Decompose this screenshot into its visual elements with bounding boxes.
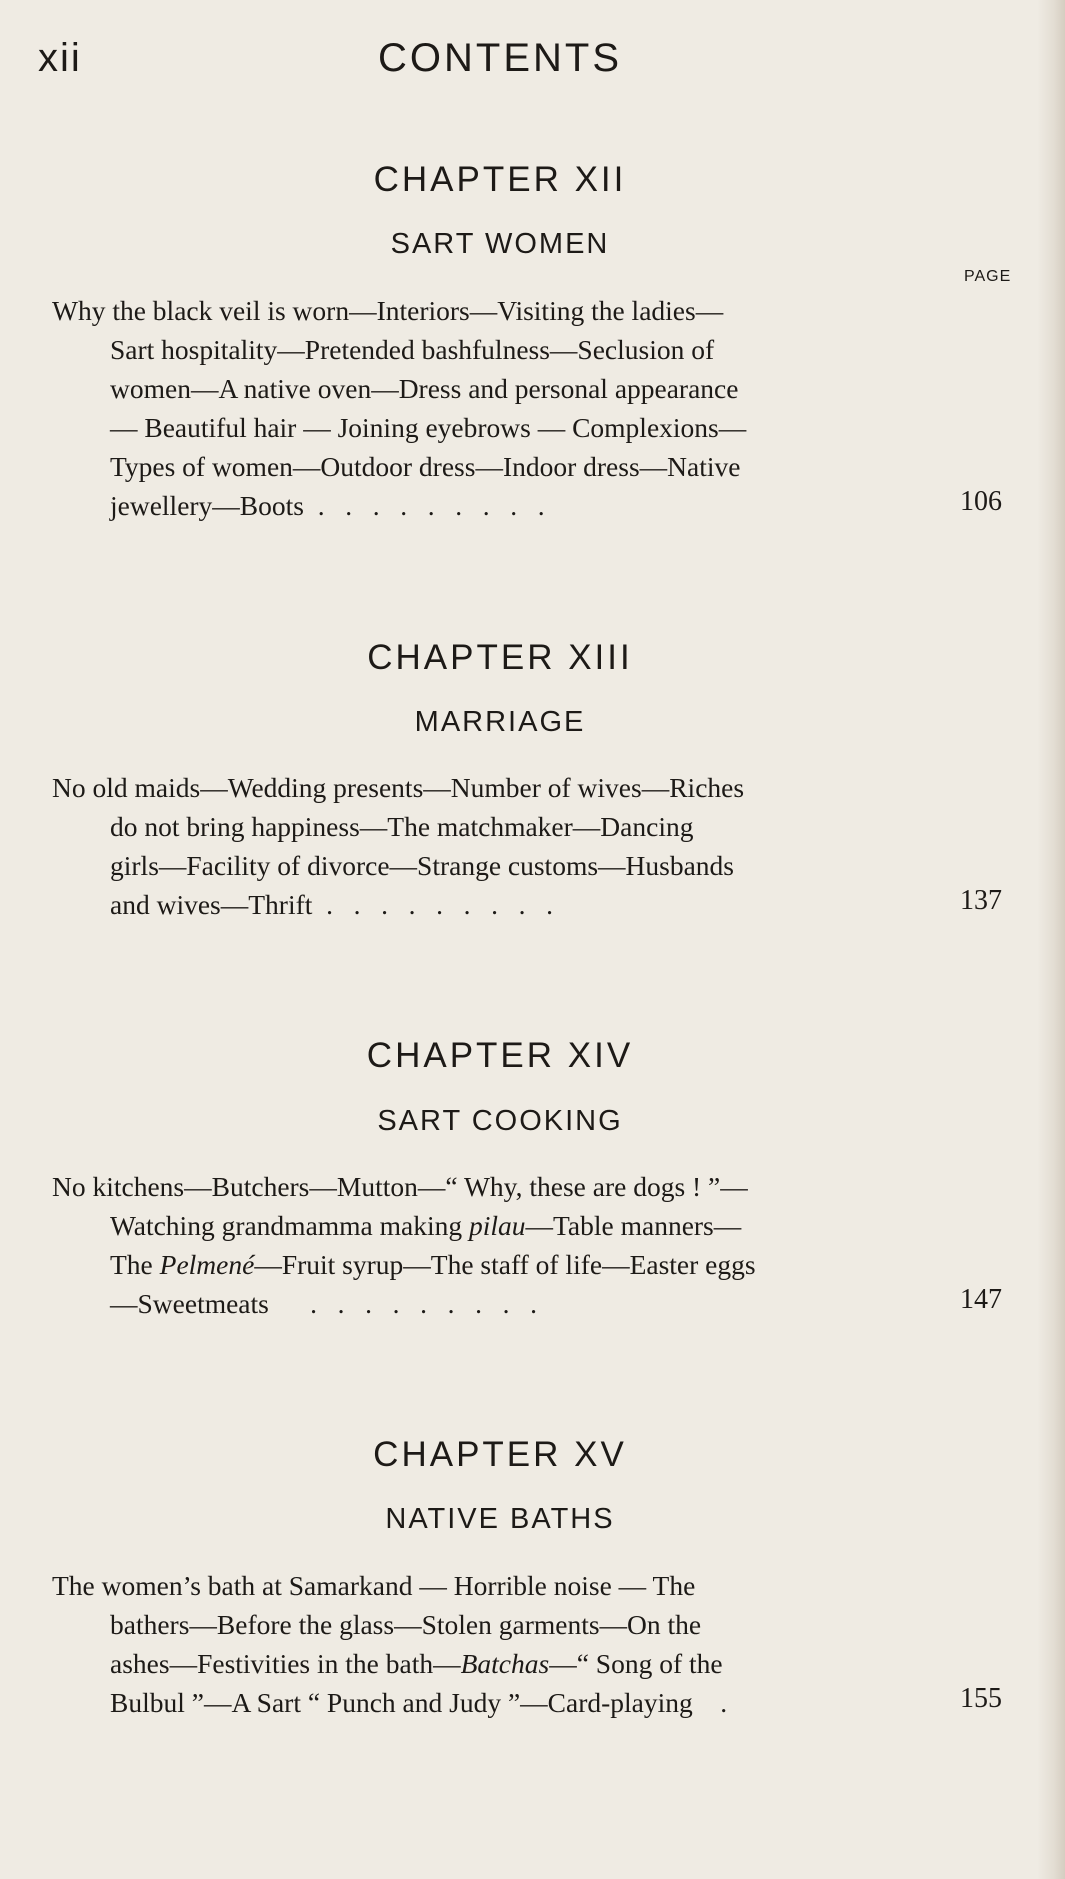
synopsis-line: Types of women—Outdoor dress—Indoor dress—Native bbox=[110, 451, 741, 482]
synopsis-text: —“ Song of the bbox=[549, 1648, 723, 1679]
synopsis-line: girls—Facility of divorce—Strange customs—Husbands bbox=[110, 850, 735, 881]
synopsis-text: —Fruit syrup—The staff of life—Easter eggs bbox=[254, 1249, 756, 1280]
synopsis-line: women—A native oven—Dress and personal appearance bbox=[110, 373, 739, 404]
chapter-number: CHAPTER XIV bbox=[366, 1036, 634, 1075]
dot-leaders: . bbox=[692, 1687, 728, 1718]
chapter-title: NATIVE BATHS bbox=[385, 1503, 615, 1535]
synopsis-line: No old maids—Wedding presents—Number of wives—Riches bbox=[52, 772, 745, 803]
chapter-number: CHAPTER XV bbox=[373, 1435, 627, 1474]
synopsis-line: do not bring happiness—The matchmaker—Dancing bbox=[110, 811, 694, 842]
synopsis-line bbox=[52, 1683, 922, 1722]
running-head bbox=[0, 36, 1065, 86]
page-edge-shadow bbox=[1037, 0, 1065, 1879]
synopsis-line: — Beautiful hair — Joining eyebrows — Complexions— bbox=[110, 412, 747, 443]
italic-term: Batchas bbox=[460, 1648, 550, 1679]
synopsis-line: No kitchens—Butchers—Mutton—“ Why, these are dogs ! ”— bbox=[52, 1171, 748, 1202]
chapter-title: SART COOKING bbox=[377, 1105, 623, 1137]
synopsis-text: Watching grandmamma making bbox=[110, 1210, 463, 1241]
synopsis-text: and wives—Thrift bbox=[110, 889, 313, 920]
synopsis-line: Why the black veil is worn—Interiors—Visiting the ladies— bbox=[52, 295, 724, 326]
synopsis-line bbox=[52, 1284, 922, 1323]
synopsis-text: —Table manners— bbox=[525, 1210, 742, 1241]
synopsis-line bbox=[52, 1206, 922, 1245]
dot-leaders: . . . . . . . . . bbox=[304, 490, 545, 521]
synopsis-line: bathers—Before the glass—Stolen garments—On the bbox=[110, 1609, 702, 1640]
dot-leaders: . . . . . . . . . bbox=[268, 1288, 537, 1319]
chapter-synopsis bbox=[52, 1167, 922, 1323]
chapter-synopsis bbox=[52, 1566, 922, 1722]
chapter-synopsis bbox=[52, 768, 922, 924]
synopsis-line bbox=[52, 1644, 922, 1683]
synopsis-line bbox=[52, 486, 922, 525]
folio: xii bbox=[38, 36, 82, 80]
italic-term: Pelmené bbox=[159, 1249, 255, 1280]
synopsis-line: The women’s bath at Samarkand — Horrible noise — The bbox=[52, 1570, 696, 1601]
synopsis-line bbox=[52, 1245, 922, 1284]
synopsis-text: ashes—Festivities in the bath— bbox=[110, 1648, 461, 1679]
italic-term: pilau bbox=[469, 1210, 526, 1241]
page-number: 137 bbox=[960, 885, 1002, 916]
synopsis-text: Bulbul ”—A Sart “ Punch and Judy ”—Card-playing bbox=[110, 1687, 693, 1718]
chapter-number: CHAPTER XII bbox=[373, 160, 627, 199]
chapter-title: MARRIAGE bbox=[414, 706, 586, 738]
synopsis-text: The bbox=[110, 1249, 153, 1280]
page-column-label: PAGE bbox=[964, 268, 1012, 285]
synopsis-line: Sart hospitality—Pretended bashfulness—Seclusion of bbox=[110, 334, 715, 365]
page-number: 147 bbox=[960, 1284, 1002, 1315]
synopsis-text: —Sweetmeats bbox=[110, 1288, 269, 1319]
page-number: 106 bbox=[960, 486, 1002, 517]
chapter-title: SART WOMEN bbox=[390, 228, 610, 260]
dot-leaders: . . . . . . . . . bbox=[312, 889, 554, 920]
synopsis-line bbox=[52, 885, 922, 924]
page-title: CONTENTS bbox=[378, 36, 622, 80]
synopsis-text: jewellery—Boots bbox=[110, 490, 304, 521]
chapter-synopsis bbox=[52, 291, 922, 525]
page-number: 155 bbox=[960, 1683, 1002, 1714]
chapter-number: CHAPTER XIII bbox=[367, 638, 633, 677]
